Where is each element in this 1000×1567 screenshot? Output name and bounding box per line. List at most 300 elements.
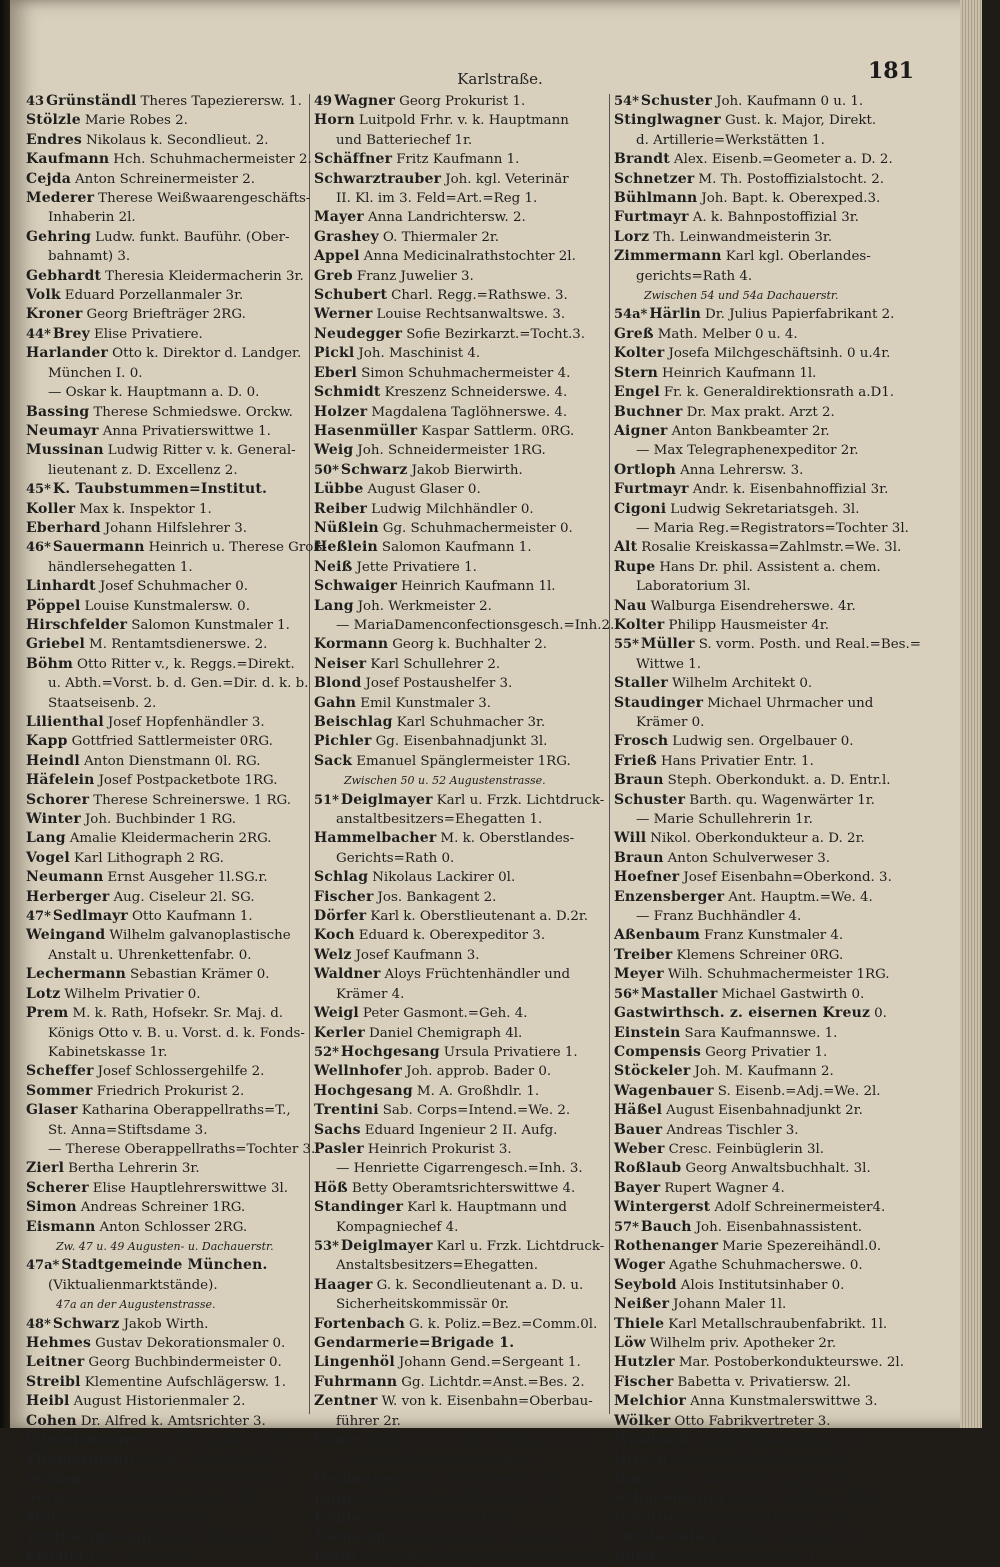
- directory-entry: [614, 771, 920, 790]
- entry-details: Michael Gastwirth 0.: [721, 1530, 865, 1546]
- entry-details: Salomon Kaufmann 1.: [381, 540, 532, 556]
- resident-name: Koch: [314, 927, 355, 944]
- entry-details: Wittwe 1.: [636, 656, 701, 672]
- resident-name: Kroner: [26, 306, 83, 323]
- resident-name: Greb: [314, 267, 353, 284]
- resident-name: Winter: [26, 811, 81, 828]
- directory-entry: [314, 577, 610, 596]
- directory-entry: [614, 635, 920, 654]
- entry-continuation: [26, 558, 308, 577]
- entry-details: Joh. Drechslerm. 0RG.: [144, 1433, 296, 1449]
- directory-entry: [314, 1547, 610, 1566]
- entry-details: u. Abth.=Vorst. b. d. Gen.=Dir. d. k. b.: [48, 676, 309, 692]
- resident-name: Kolter: [614, 616, 665, 633]
- directory-entry: [314, 1043, 610, 1062]
- street-heading: Karlstraße.: [457, 70, 543, 88]
- directory-entry: [314, 170, 610, 189]
- entry-details: August Historienmaler 2.: [73, 1394, 246, 1410]
- entry-details: Charl. Regg.=Rathswe. 3.: [391, 288, 568, 304]
- entry-details: G. k. Poliz.=Bez.=Comm.0l.: [409, 1316, 598, 1332]
- resident-name: Wölker: [614, 1412, 671, 1429]
- entry-continuation: [314, 1295, 610, 1314]
- resident-name: Stölzle: [26, 112, 81, 129]
- entry-details: Walburga Eisendreherswe. 4r.: [650, 598, 856, 614]
- resident-name: Lilienthal: [26, 714, 104, 730]
- entry-details: Andreas Schreiner 1RG.: [80, 1200, 246, 1216]
- directory-entry: [614, 946, 920, 965]
- resident-name: Weigl: [314, 1005, 359, 1022]
- entry-details: Peter Gasmont.=Geh. 4.: [362, 1006, 528, 1022]
- entry-details: Steph. Oberkondukt. a. D. Entr.l.: [667, 773, 891, 789]
- directory-entry: [314, 267, 610, 286]
- directory-entry: [614, 1218, 920, 1237]
- resident-name: Volk: [26, 287, 61, 304]
- resident-name: Einstein: [614, 1024, 681, 1041]
- directory-entry: [314, 674, 610, 693]
- entry-details: O. Thiermaler 2r.: [382, 229, 500, 245]
- directory-entry: [26, 1062, 308, 1081]
- note-text: 47a an der Augustenstrasse.: [56, 1298, 216, 1312]
- directory-entry: [26, 926, 308, 945]
- entry-details: Kabinetskasse 1r.: [48, 1044, 168, 1060]
- resident-name: Kaufmann: [26, 151, 110, 168]
- resident-name: Haager: [314, 1276, 373, 1293]
- directory-entry: [26, 1159, 308, 1178]
- resident-name: Fortenbach: [314, 1315, 406, 1332]
- directory-entry: [314, 868, 610, 887]
- directory-entry: [314, 519, 610, 538]
- entry-details: Jakob Bierwirth.: [411, 462, 523, 478]
- directory-entry: [314, 1334, 610, 1353]
- entry-details: bahnamt) 3.: [48, 249, 131, 265]
- directory-entry: [314, 247, 610, 266]
- column-2: [314, 92, 615, 1565]
- entry-details: Eduard Porzellanmaler 3r.: [64, 288, 244, 304]
- entry-continuation: [614, 810, 920, 829]
- entry-details: Wilh. Schuhmachermeister 1RG.: [667, 967, 890, 983]
- directory-entry: [314, 1121, 610, 1140]
- resident-name: Jung: [314, 1490, 352, 1507]
- resident-name: Blond: [314, 675, 362, 692]
- entry-details: Alois Landschaftsmaler 1RG.: [657, 1471, 855, 1487]
- entry-details: Katharine Krämersw. 1.: [659, 1549, 821, 1565]
- entry-continuation: [314, 1256, 610, 1275]
- street-note: [614, 286, 920, 305]
- entry-details: Gustav Dekorationsmaler 0.: [95, 1336, 286, 1351]
- entry-details: August Eisenbahnadjunkt 2r.: [666, 1103, 863, 1119]
- entry-details: Hans Privatier Entr. 1.: [660, 753, 814, 769]
- directory-entry: [314, 597, 610, 616]
- resident-name: Mussinan: [26, 442, 104, 459]
- directory-entry: [314, 635, 610, 654]
- entry-details: M. k. Oberstlandes-: [440, 831, 575, 847]
- directory-entry: [26, 655, 308, 674]
- entry-details: Heinrich Kaufmann 1l.: [401, 579, 556, 595]
- entry-details: Sicherheitskommissär 0r.: [336, 1297, 509, 1313]
- entry-details: Theres Tapezierersw. 1.: [140, 94, 302, 109]
- resident-name: Zimmermann: [614, 248, 722, 265]
- entry-details: Otto Kaufmann 1.: [132, 909, 253, 925]
- entry-details: S. vorm. Posth. und Real.=Bes.=: [698, 637, 921, 653]
- entry-details: Karl Schuhmacher 3r.: [396, 715, 546, 730]
- resident-name: Nau: [614, 597, 647, 614]
- resident-name: Heibl: [26, 1393, 70, 1410]
- resident-name: Bauer: [314, 1432, 363, 1449]
- entry-details: Joh. Werkmeister 2.: [357, 598, 492, 614]
- entry-details: Anton Dienstmann 0l. RG.: [83, 753, 261, 769]
- entry-details: Sebastian Krämer 0.: [129, 967, 270, 983]
- directory-entry: [314, 1509, 610, 1528]
- entry-details: Joh. Monteur 0..: [89, 1549, 201, 1565]
- resident-name: Fischer: [26, 1548, 86, 1565]
- resident-name: Bassing: [26, 403, 90, 420]
- resident-name: Gendarmerie=Brigade 1.: [314, 1335, 515, 1351]
- resident-name: Hutzler: [614, 1354, 675, 1371]
- resident-name: Gahn: [314, 694, 357, 711]
- resident-name: Bauch: [640, 1218, 692, 1235]
- entry-details: Louise Rechtsanwaltswe. 3.: [376, 307, 566, 323]
- resident-name: Fischer: [314, 888, 374, 905]
- entry-details: Gg. Eisenbahnadjunkt 3l.: [375, 734, 548, 750]
- entry-details: Krämer 4.: [336, 986, 405, 1002]
- directory-entry: [314, 228, 610, 247]
- directory-entry: [314, 344, 610, 363]
- directory-entry: [614, 92, 920, 111]
- resident-name: Cigoni: [614, 500, 667, 517]
- resident-name: Pickl: [314, 345, 355, 362]
- directory-entry: [26, 1509, 308, 1528]
- directory-entry: [614, 1450, 920, 1469]
- directory-entry: [26, 170, 308, 189]
- directory-entry: [614, 558, 920, 577]
- entry-details: Alois Schlosser 2RG.: [69, 1510, 211, 1526]
- directory-entry: [314, 926, 610, 945]
- entry-details: Wilhelm galvanoplastische: [109, 928, 291, 944]
- directory-entry: [26, 500, 308, 519]
- directory-entry: [614, 538, 920, 557]
- page-number: 181: [868, 58, 914, 84]
- house-number: 51*: [314, 792, 339, 808]
- entry-details: Joh. Maschinist 4.: [358, 346, 481, 362]
- entry-details: Anton Schreinermeister 2.: [74, 171, 255, 187]
- entry-details: Klementine Aufschlägersw. 1.: [84, 1374, 287, 1390]
- entry-details: Josef Eisenbahn=Oberkond. 3.: [683, 870, 892, 886]
- directory-entry: [314, 461, 610, 480]
- resident-name: Wagenbauer: [614, 1082, 714, 1099]
- directory-entry: [26, 965, 308, 984]
- entry-details: Georg Prokurist 1.: [399, 94, 526, 109]
- resident-name: Eismann: [26, 1218, 96, 1235]
- directory-entry: [314, 946, 610, 965]
- resident-name: Kapp: [26, 733, 68, 750]
- entry-details: M. k. Rath, Hofsekr. Sr. Maj. d.: [72, 1006, 284, 1022]
- column-3: [614, 92, 921, 1565]
- entry-details: Eduard Ingenieur 2 II. Aufg.: [364, 1122, 558, 1138]
- resident-name: Alt: [614, 539, 638, 556]
- entry-continuation: [614, 267, 920, 286]
- directory-entry: [26, 1431, 308, 1450]
- directory-entry: [614, 965, 920, 984]
- entry-details: Ludwig sen. Orgelbauer 0.: [672, 734, 854, 750]
- resident-name: Häfelein: [26, 772, 95, 789]
- directory-entry: [314, 1062, 610, 1081]
- directory-entry: [26, 635, 308, 654]
- resident-name: Zierl: [26, 1160, 65, 1177]
- house-number: 47*: [26, 909, 51, 925]
- directory-entry: [26, 325, 308, 344]
- directory-entry: [314, 305, 610, 324]
- entry-details: Anton Bankbeamter 2r.: [671, 423, 830, 439]
- entry-details: Elise Privatiere.: [93, 326, 203, 342]
- entry-details: Marie Robes 2.: [84, 113, 188, 129]
- directory-entry: [614, 1043, 920, 1062]
- resident-name: Heßlein: [314, 539, 378, 556]
- entry-details: händlersehegatten 1.: [48, 559, 193, 575]
- resident-name: Sertel: [26, 1490, 75, 1507]
- entry-details: Gottfried Sattlermeister 0RG.: [71, 734, 273, 750]
- entry-details: W. von k. Eisenbahn=Oberbau-: [381, 1394, 593, 1410]
- resident-name: Stadtgemeinde München.: [61, 1257, 268, 1274]
- directory-entry: [614, 985, 920, 1004]
- street-note: [26, 1295, 308, 1314]
- resident-name: Treiber: [614, 946, 673, 963]
- entry-details: Josef Schuhmacher 0.: [99, 579, 248, 595]
- entry-details: Sofie Bezirkarzt.=Tocht.3.: [406, 326, 586, 342]
- entry-details: Anstaltsbesitzers=Ehegatten.: [336, 1258, 539, 1274]
- directory-entry: [26, 267, 308, 286]
- directory-entry: [314, 286, 610, 305]
- resident-name: Reuß: [314, 1548, 357, 1565]
- directory-entry: [614, 403, 920, 422]
- resident-name: Frieß: [614, 752, 657, 769]
- resident-name: Lorz: [614, 228, 650, 245]
- entry-details: Königs Otto v. B. u. Vorst. d. k. Fonds-: [48, 1025, 305, 1041]
- entry-details: Alex. Eisenb.=Geometer a. D. 2.: [673, 152, 893, 168]
- directory-entry: [614, 1489, 920, 1508]
- entry-details: Alois Institutsinhaber 0.: [680, 1277, 845, 1293]
- resident-name: Schneeberger: [614, 1490, 726, 1507]
- resident-name: Schlag: [26, 1470, 81, 1487]
- entry-details: Sara Kaufmannswe. 1.: [684, 1025, 838, 1041]
- resident-name: Hochgesang: [340, 1043, 440, 1060]
- entry-details: und Batteriechef 1r.: [336, 132, 473, 148]
- entry-continuation: [26, 674, 308, 693]
- directory-entry: [314, 1198, 610, 1217]
- entry-details: St. Anna=Stiftsdame 3.: [48, 1122, 208, 1138]
- entry-details: Karl kgl. Oberlandes-: [725, 249, 871, 265]
- directory-entry: [26, 1315, 308, 1334]
- directory-entry: [314, 1392, 610, 1411]
- entry-details: Jette Privatiere 1.: [356, 559, 477, 575]
- directory-entry: [26, 150, 312, 169]
- directory-entry: [614, 1159, 920, 1178]
- entry-details: Theresia Kleidermacherin 3r.: [105, 268, 304, 284]
- directory-entry: [614, 422, 920, 441]
- entry-details: Gg. Schuhmachermeister 0.: [382, 520, 573, 536]
- entry-details: Wilhelm Architekt 0.: [671, 676, 813, 692]
- resident-name: Hasenmüller: [314, 422, 418, 439]
- directory-entry: [614, 500, 920, 519]
- entry-details: Josef Postaushelfer 3.: [365, 676, 513, 692]
- resident-name: Nüßlein: [314, 519, 379, 536]
- resident-name: Horn: [314, 112, 355, 129]
- entry-continuation: [314, 985, 610, 1004]
- resident-name: Stern: [614, 364, 659, 381]
- resident-name: Prem: [26, 1005, 69, 1022]
- resident-name: Furtmayr: [614, 209, 689, 226]
- entry-details: Laboratorium 3l.: [636, 579, 751, 595]
- resident-name: Hochgesang: [314, 1082, 413, 1099]
- directory-entry: [26, 1004, 308, 1023]
- entry-continuation: [26, 247, 308, 266]
- resident-name: Sedlmayr: [52, 908, 129, 925]
- entry-details: Ludwig Sekretariatsgeh. 3l.: [670, 501, 860, 517]
- resident-name: Kormann: [314, 636, 389, 653]
- entry-details: Fritz Kaufmann 1.: [396, 152, 520, 168]
- entry-details: Hans Dr. phil. Assistent a. chem.: [659, 559, 881, 575]
- directory-entry: [26, 228, 308, 247]
- directory-entry: [26, 519, 308, 538]
- resident-name: Sommer: [26, 1082, 93, 1099]
- entry-details: Nikolaus k. Secondlieut. 2.: [86, 132, 269, 148]
- entry-continuation: [314, 616, 615, 635]
- directory-entry: [314, 1353, 610, 1372]
- resident-name: Neudegger: [314, 325, 403, 342]
- resident-name: Sachs: [314, 1121, 361, 1138]
- house-number: 47a*: [26, 1258, 60, 1274]
- entry-continuation: [314, 810, 610, 829]
- entry-continuation: [314, 849, 610, 868]
- resident-name: Fischer: [614, 1373, 674, 1390]
- entry-details: Johann Gend.=Sergeant 1.: [398, 1355, 581, 1371]
- street-note: [314, 771, 610, 790]
- directory-entry: [26, 791, 308, 810]
- entry-details: Math. Taglöhner 1RG.: [729, 1491, 880, 1507]
- entry-details: Nikol. Oberkondukteur a. D. 2r.: [650, 831, 865, 847]
- entry-details: Karl u. Frzk. Lichtdruck-: [436, 1238, 605, 1254]
- directory-entry: [26, 441, 308, 460]
- directory-entry: [314, 1315, 610, 1334]
- directory-entry: [614, 325, 920, 344]
- resident-name: Scherer: [26, 1179, 89, 1196]
- entry-details: M. A. Großhdlr. 1.: [416, 1083, 540, 1099]
- entry-details: Franz Kunstmaler 4.: [704, 928, 844, 944]
- entry-details: Fr. k. Generaldirektionsrath a.D1.: [663, 385, 894, 401]
- house-number: 54a*: [614, 307, 648, 323]
- entry-details: Emanuel Spänglermeister 1RG.: [356, 753, 571, 769]
- resident-name: Weig: [314, 442, 354, 459]
- entry-details: Dr. Julius Papierfabrikant 2.: [705, 307, 895, 323]
- entry-details: A. k. Bahnpostoffizial 3r.: [692, 210, 859, 226]
- entry-continuation: [614, 655, 920, 674]
- directory-entry: [614, 1373, 920, 1392]
- resident-name: Bauer: [614, 1121, 663, 1138]
- entry-details: Kreszenz Schneiderswe. 4.: [384, 385, 568, 401]
- directory-entry: [614, 228, 920, 247]
- directory-entry: [314, 1276, 610, 1295]
- entry-continuation: [614, 441, 920, 460]
- entry-details: Wilhelm Privatier 0.: [64, 986, 201, 1002]
- entry-details: Inhaberin 2l.: [48, 210, 136, 226]
- resident-name: Lang: [26, 830, 66, 847]
- directory-entry: [614, 1353, 920, 1372]
- directory-entry: [26, 1218, 308, 1237]
- directory-entry: [26, 1470, 308, 1489]
- entry-details: Josef Kaufmann 3.: [355, 947, 480, 963]
- directory-entry: [614, 1198, 920, 1217]
- directory-entry: [26, 829, 308, 848]
- directory-entry: [614, 1528, 920, 1547]
- directory-entry: [614, 1431, 920, 1450]
- entry-continuation: [614, 907, 920, 926]
- resident-name: Hoefner: [614, 869, 680, 886]
- entry-details: Michael Uhrmacher und: [707, 695, 874, 711]
- resident-name: Braun: [614, 772, 664, 789]
- street-note: [26, 1237, 308, 1256]
- resident-name: Lingenhöl: [314, 1354, 395, 1371]
- entry-details: Elise Hauptlehrerswittwe 3l.: [92, 1180, 289, 1196]
- entry-details: Josef Hopfenhändler 3.: [107, 715, 265, 730]
- entry-details: Joh. Kaufmann 0 u. 1.: [716, 94, 864, 109]
- directory-entry: [314, 208, 610, 227]
- resident-name: Schwaiger: [314, 578, 398, 595]
- entry-details: Georg Privatier 1.: [705, 1044, 828, 1060]
- directory-entry: [614, 344, 920, 363]
- entry-details: Eduard k. Oberexpeditor 3.: [358, 928, 546, 944]
- directory-entry: [26, 752, 308, 771]
- directory-entry: [314, 1101, 610, 1120]
- directory-entry: [314, 364, 610, 383]
- directory-entry: [614, 888, 920, 907]
- directory-entry: [26, 1450, 308, 1469]
- entry-details: Aloys Früchtenhändler und: [384, 967, 571, 983]
- entry-details: Ludw. funkt. Bauführ. (Ober-: [95, 229, 290, 245]
- entry-details: Joh. Eisenbahnassistent.: [695, 1219, 862, 1235]
- resident-name: Harlander: [26, 345, 109, 362]
- note-text: Zw. 47 u. 49 Augusten- u. Dachauerstr.: [56, 1239, 274, 1253]
- directory-entry: [26, 1547, 308, 1566]
- resident-name: Lang: [314, 597, 354, 614]
- directory-entry: [314, 150, 610, 169]
- resident-name: Koller: [26, 500, 76, 517]
- directory-entry: [614, 829, 920, 848]
- directory-entry: [314, 1237, 610, 1256]
- page-stack-edge: [960, 0, 982, 1428]
- entry-details: Ernst Ausgeher 1l.SG.r.: [107, 870, 268, 886]
- directory-entry: [26, 868, 308, 887]
- house-number: 53*: [314, 1238, 339, 1254]
- entry-details: G. k. Secondlieutenant a. D. u.: [376, 1277, 584, 1293]
- resident-name: Bühlmann: [614, 190, 698, 207]
- entry-details: Heinrich Kaufmann 1l.: [662, 365, 817, 381]
- resident-name: Engel: [614, 384, 660, 401]
- entry-continuation: [314, 1218, 610, 1237]
- resident-name: Enzensberger: [614, 888, 725, 905]
- entry-details: Anna Landrichtersw. 2.: [368, 210, 526, 226]
- directory-entry: [614, 1004, 920, 1023]
- entry-details: Bertha Lehrerin 3r.: [68, 1161, 200, 1177]
- resident-name: Leitner: [26, 1354, 85, 1371]
- entry-details: Gg. Lichtdr.=Anst.=Bes. 2.: [401, 1374, 585, 1390]
- directory-entry: [314, 732, 610, 751]
- entry-details: Th. Leinwandmeisterin 3r.: [653, 229, 833, 245]
- resident-name: Streibl: [26, 1373, 81, 1390]
- entry-details: — Marie Schullehrerin 1r.: [636, 812, 813, 828]
- resident-name: Fuhrmann: [314, 1373, 398, 1390]
- entry-details: Magdalena Taglöhnerswe. 4.: [371, 404, 568, 420]
- resident-name: Linhardt: [26, 578, 96, 595]
- resident-name: Sack: [314, 752, 353, 769]
